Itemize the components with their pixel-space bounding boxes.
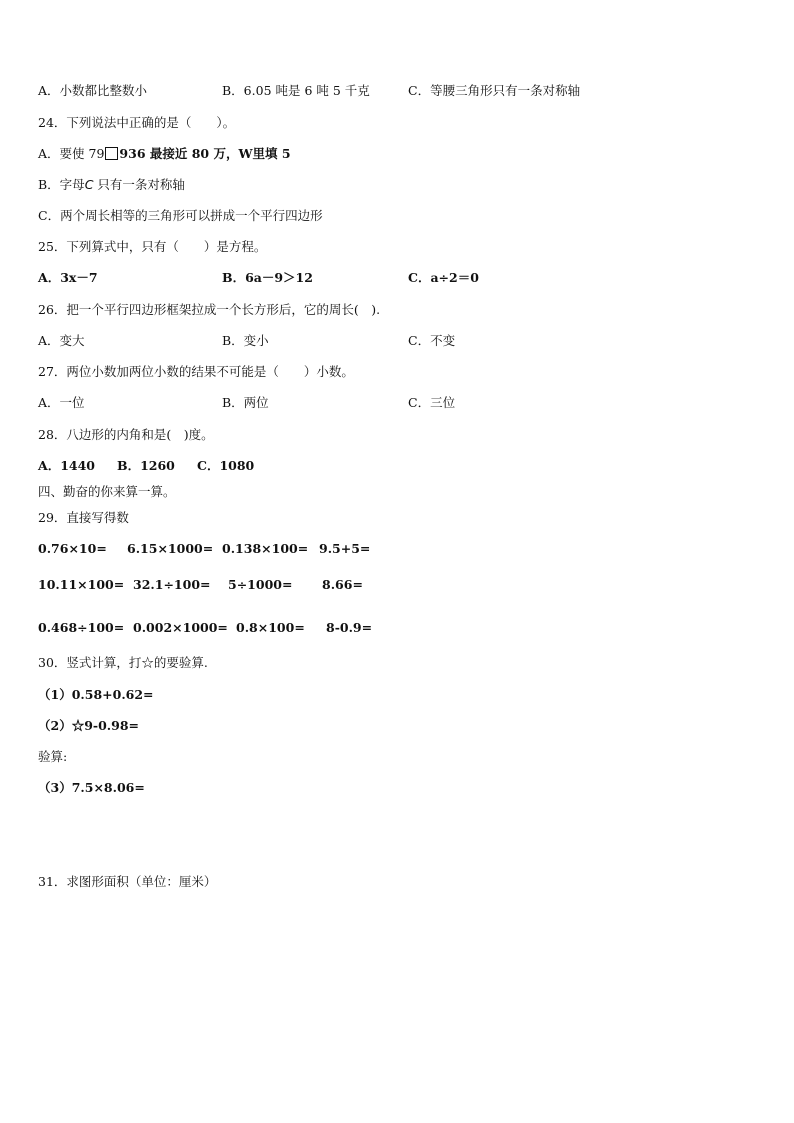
q29-r3c1: 0.468÷100= — [38, 620, 125, 635]
q29-r2c2: 32.1÷100= — [133, 577, 211, 592]
q29-r2c1: 10.11×100= — [38, 577, 125, 592]
section-heading: 四、勤奋的你来算一算。 — [38, 484, 176, 499]
q24-option-b-suffix: 只有一条对称轴 — [93, 177, 185, 192]
q24-option-b-prefix: B．字母 — [38, 177, 85, 192]
q24-option-a-suffix: 936 最接近 80 万，W里填 5 — [119, 146, 291, 161]
q27-option-c: C．三位 — [408, 395, 456, 410]
q26-option-c: C．不变 — [408, 333, 456, 348]
q24-option-a-prefix: A．要使 79 — [38, 146, 105, 161]
q23-option-b: B．6.05 吨是 6 吨 5 千克 — [222, 83, 370, 98]
q28-option-c: C．1080 — [197, 458, 255, 473]
q24-option-b-letter: C — [84, 177, 94, 192]
q23-option-c: C．等腰三角形只有一条对称轴 — [408, 83, 581, 98]
blank-box-icon — [105, 147, 118, 160]
q29-r3c4: 8-0.9= — [326, 620, 373, 635]
q30-item-3: （3）7.5×8.06= — [38, 780, 145, 795]
q26-stem: 26．把一个平行四边形框架拉成一个长方形后，它的周长( ). — [38, 302, 381, 317]
q29-r1c4: 9.5+5= — [319, 541, 371, 556]
q30-item-1: （1）0.58+0.62= — [38, 687, 154, 702]
q30-check-label: 验算: — [38, 749, 68, 764]
q30-stem: 30．竖式计算，打☆的要验算. — [38, 655, 208, 670]
q28-option-a: A．1440 — [38, 458, 95, 473]
q29-r1c1: 0.76×10= — [38, 541, 107, 556]
q26-option-a: A．变大 — [38, 333, 85, 348]
q26-option-b: B．变小 — [222, 333, 269, 348]
q24-stem: 24．下列说法中正确的是（ ）。 — [38, 115, 236, 130]
q24-option-a — [38, 146, 291, 162]
q29-r1c2: 6.15×1000= — [127, 541, 214, 556]
q29-r3c3: 0.8×100= — [236, 620, 305, 635]
q24-option-c: C．两个周长相等的三角形可以拼成一个平行四边形 — [38, 208, 323, 223]
q29-stem: 29．直接写得数 — [38, 510, 129, 525]
q27-option-b: B．两位 — [222, 395, 269, 410]
q25-stem: 25．下列算式中，只有（ ）是方程。 — [38, 239, 267, 254]
q31-stem: 31．求图形面积（单位：厘米） — [38, 874, 217, 889]
q25-option-b: B．6a－9＞12 — [222, 270, 313, 285]
q29-r3c2: 0.002×1000= — [133, 620, 228, 635]
q29-r2c4: 8.66= — [322, 577, 363, 592]
q30-item-2: （2）☆9-0.98= — [38, 718, 140, 733]
q24-option-b — [38, 177, 185, 193]
q27-stem: 27．两位小数加两位小数的结果不可能是（ ）小数。 — [38, 364, 354, 379]
q28-stem: 28．八边形的内角和是( )度。 — [38, 427, 214, 442]
q28-option-b: B．1260 — [117, 458, 175, 473]
q25-option-a: A．3x－7 — [38, 270, 98, 285]
q23-option-a: A．小数都比整数小 — [38, 83, 148, 98]
q29-r2c3: 5÷1000= — [228, 577, 293, 592]
q29-r1c3: 0.138×100= — [222, 541, 309, 556]
q27-option-a: A．一位 — [38, 395, 85, 410]
q25-option-c: C．a÷2＝0 — [408, 270, 479, 285]
